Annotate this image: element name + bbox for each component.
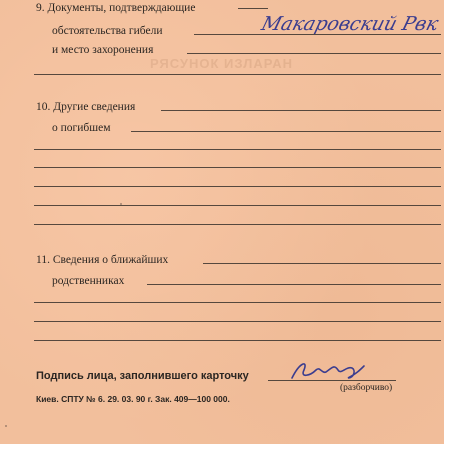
item11-label-line2: родственниках [52, 275, 125, 287]
item10-line-5[interactable] [34, 186, 441, 187]
item11-line-1[interactable] [203, 263, 441, 264]
item10-line-3[interactable] [34, 149, 441, 150]
item9-handwritten-answer: Макаровский Рвк [259, 13, 441, 35]
item9-line-3[interactable] [187, 53, 441, 54]
item11-label-line1: 11. Сведения о ближайших [36, 254, 169, 266]
item10-line-6[interactable] [34, 205, 441, 206]
item10-label-line2: о погибшем [52, 122, 111, 134]
item9-label-line3: и место захоронения [52, 44, 154, 56]
item9-line-4[interactable] [34, 74, 441, 75]
paper-speck [120, 203, 122, 205]
faint-showthrough-text: РЯСУНОК ИЗЛАРАН [150, 56, 294, 71]
signature-hint: (разборчиво) [340, 383, 393, 393]
signature-label: Подпись лица, заполнившего карточку [36, 370, 249, 382]
item11-line-4[interactable] [34, 321, 441, 322]
item10-label-line1: 10. Другие сведения [36, 101, 136, 113]
signature-scribble [286, 356, 366, 384]
paper-speck [5, 425, 7, 427]
item11-line-2[interactable] [147, 284, 441, 285]
item10-line-7[interactable] [34, 224, 441, 225]
item9-label-line2: обстоятельства гибели [52, 25, 163, 37]
item10-line-4[interactable] [34, 167, 441, 168]
item11-line-3[interactable] [34, 302, 441, 303]
printer-info: Киев. СПТУ № 6. 29. 03. 90 г. Зак. 409—100 000. [36, 394, 230, 404]
item10-line-1[interactable] [161, 110, 441, 111]
item11-line-5[interactable] [34, 340, 441, 341]
item9-line-1 [238, 8, 268, 9]
item9-label-line1: 9. Документы, подтверждающие [36, 2, 196, 14]
item10-line-2[interactable] [131, 131, 441, 132]
